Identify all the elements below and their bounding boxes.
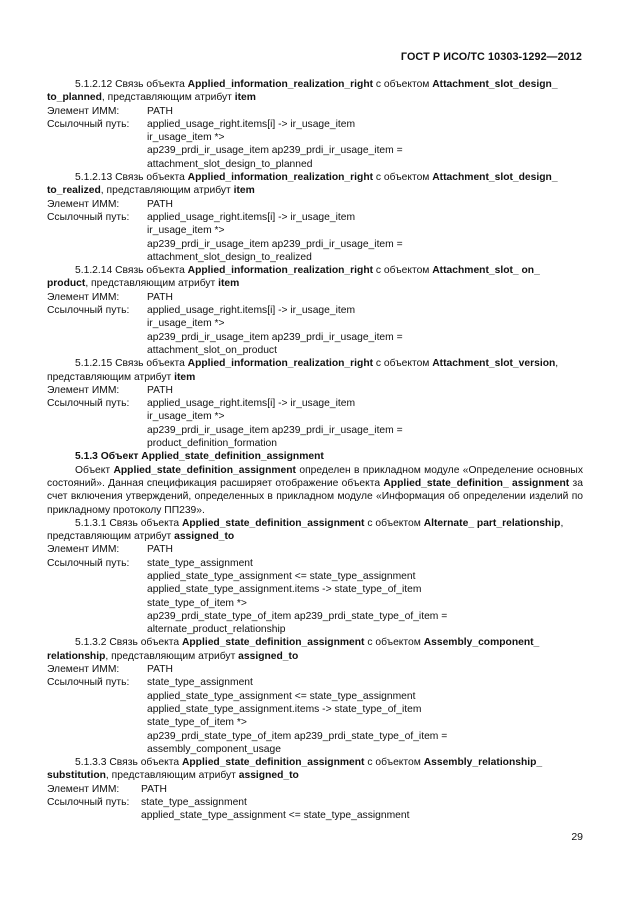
path-line: ap239_prdi_ir_usage_item ap239_prdi_ir_usage_item = — [147, 331, 403, 343]
clause-5-1-2-13: 5.1.2.13 Связь объекта Applied_information_realization_right с объектом Attachment_slot_design_ — [75, 172, 558, 184]
clause-5-1-3-1-cont: представляющим атрибут assigned_to — [47, 531, 235, 543]
section-paragraph: Объект Applied_state_definition_assignment определен в прикладном модуле «Определение основных состояний». Данная спецификация расширяет отображение объекта Applied_state_definition_ assignment за счет включения утверждений, определенных в прикладном модуле «Информация об определении изделий по прикладному протоколу ПП239». — [47, 464, 583, 516]
element-line: Элемент ИММ: PATH — [47, 105, 173, 117]
clause-5-1-2-13-cont: to_realized, представляющим атрибут item — [47, 185, 255, 197]
page-body — [47, 78, 583, 823]
path-line: ap239_prdi_state_type_of_item ap239_prdi_state_type_of_item = — [147, 610, 448, 622]
clause-5-1-3-1: 5.1.3.1 Связь объекта Applied_state_definition_assignment с объектом Alternate_ part_relationship, — [75, 517, 564, 529]
path-line: applied_state_type_assignment <= state_type_assignment — [147, 690, 416, 702]
path-line: state_type_of_item *> — [147, 717, 247, 729]
clause-5-1-3-2-cont: relationship, представляющим атрибут assigned_to — [47, 650, 299, 662]
clause-5-1-2-14-cont: product, представляющим атрибут item — [47, 278, 240, 290]
element-line: Элемент ИММ: PATH — [47, 384, 173, 396]
path-line: attachment_slot_design_to_planned — [147, 158, 313, 170]
clause-5-1-3-2: 5.1.3.2 Связь объекта Applied_state_definition_assignment с объектом Assembly_component_ — [75, 637, 540, 649]
clause-5-1-3-3-cont: substitution, представляющим атрибут assigned_to — [47, 770, 299, 782]
path-line: ap239_prdi_ir_usage_item ap239_prdi_ir_usage_item = — [147, 145, 403, 157]
path-line: Ссылочный путь: applied_usage_right.items[i] -> ir_usage_item — [47, 305, 356, 317]
element-line: Элемент ИММ: PATH — [47, 291, 173, 303]
element-line: Элемент ИММ: PATH — [47, 544, 173, 556]
clause-5-1-2-12: 5.1.2.12 Связь объекта Applied_information_realization_right с объектом Attachment_slot_design_ — [75, 79, 558, 90]
path-line: ap239_prdi_ir_usage_item ap239_prdi_ir_usage_item = — [147, 238, 403, 250]
path-line: assembly_component_usage — [147, 743, 281, 755]
path-line: attachment_slot_design_to_realized — [147, 251, 312, 263]
path-line: applied_state_type_assignment <= state_type_assignment — [147, 570, 416, 582]
path-line: Ссылочный путь: state_type_assignment — [47, 797, 247, 809]
path-line: Ссылочный путь: applied_usage_right.items[i] -> ir_usage_item — [47, 211, 356, 223]
path-line: attachment_slot_on_product — [147, 344, 277, 356]
path-line: product_definition_formation — [147, 438, 277, 450]
path-line: ir_usage_item *> — [147, 132, 225, 144]
path-line: applied_state_type_assignment.items -> state_type_of_item — [147, 584, 422, 596]
path-line: alternate_product_relationship — [147, 624, 286, 636]
path-line: Ссылочный путь: state_type_assignment — [47, 557, 253, 569]
element-line: Элемент ИММ: PATH — [47, 664, 173, 676]
element-line: Элемент ИММ: PATH — [47, 783, 167, 795]
path-line: Ссылочный путь: state_type_assignment — [47, 677, 253, 689]
clause-5-1-2-14: 5.1.2.14 Связь объекта Applied_information_realization_right с объектом Attachment_slot_ on_ — [75, 265, 540, 277]
clause-5-1-2-15-cont: представляющим атрибут item — [47, 371, 196, 383]
clause-5-1-3-3: 5.1.3.3 Связь объекта Applied_state_definition_assignment с объектом Assembly_relationship_ — [75, 757, 543, 769]
document-header: ГОСТ Р ИСО/ТС 10303-1292—2012 — [400, 51, 582, 63]
section-heading-5-1-3: 5.1.3 Объект Applied_state_definition_assignment — [75, 451, 324, 463]
clause-5-1-2-12-cont: to_planned, представляющим атрибут item — [47, 92, 256, 104]
path-line: ap239_prdi_state_type_of_item ap239_prdi_state_type_of_item = — [147, 730, 448, 742]
page-number: 29 — [571, 831, 583, 843]
path-line: Ссылочный путь: applied_usage_right.items[i] -> ir_usage_item — [47, 118, 356, 130]
element-line: Элемент ИММ: PATH — [47, 198, 173, 210]
path-line: ir_usage_item *> — [147, 411, 225, 423]
path-line: ap239_prdi_ir_usage_item ap239_prdi_ir_usage_item = — [147, 424, 403, 436]
clause-5-1-2-15: 5.1.2.15 Связь объекта Applied_information_realization_right с объектом Attachment_slot_version, — [75, 358, 559, 370]
path-line: applied_state_type_assignment <= state_type_assignment — [141, 810, 410, 822]
path-line: applied_state_type_assignment.items -> state_type_of_item — [147, 703, 422, 715]
path-line: ir_usage_item *> — [147, 318, 225, 330]
path-line: state_type_of_item *> — [147, 597, 247, 609]
path-line: ir_usage_item *> — [147, 225, 225, 237]
path-line: Ссылочный путь: applied_usage_right.items[i] -> ir_usage_item — [47, 398, 356, 410]
